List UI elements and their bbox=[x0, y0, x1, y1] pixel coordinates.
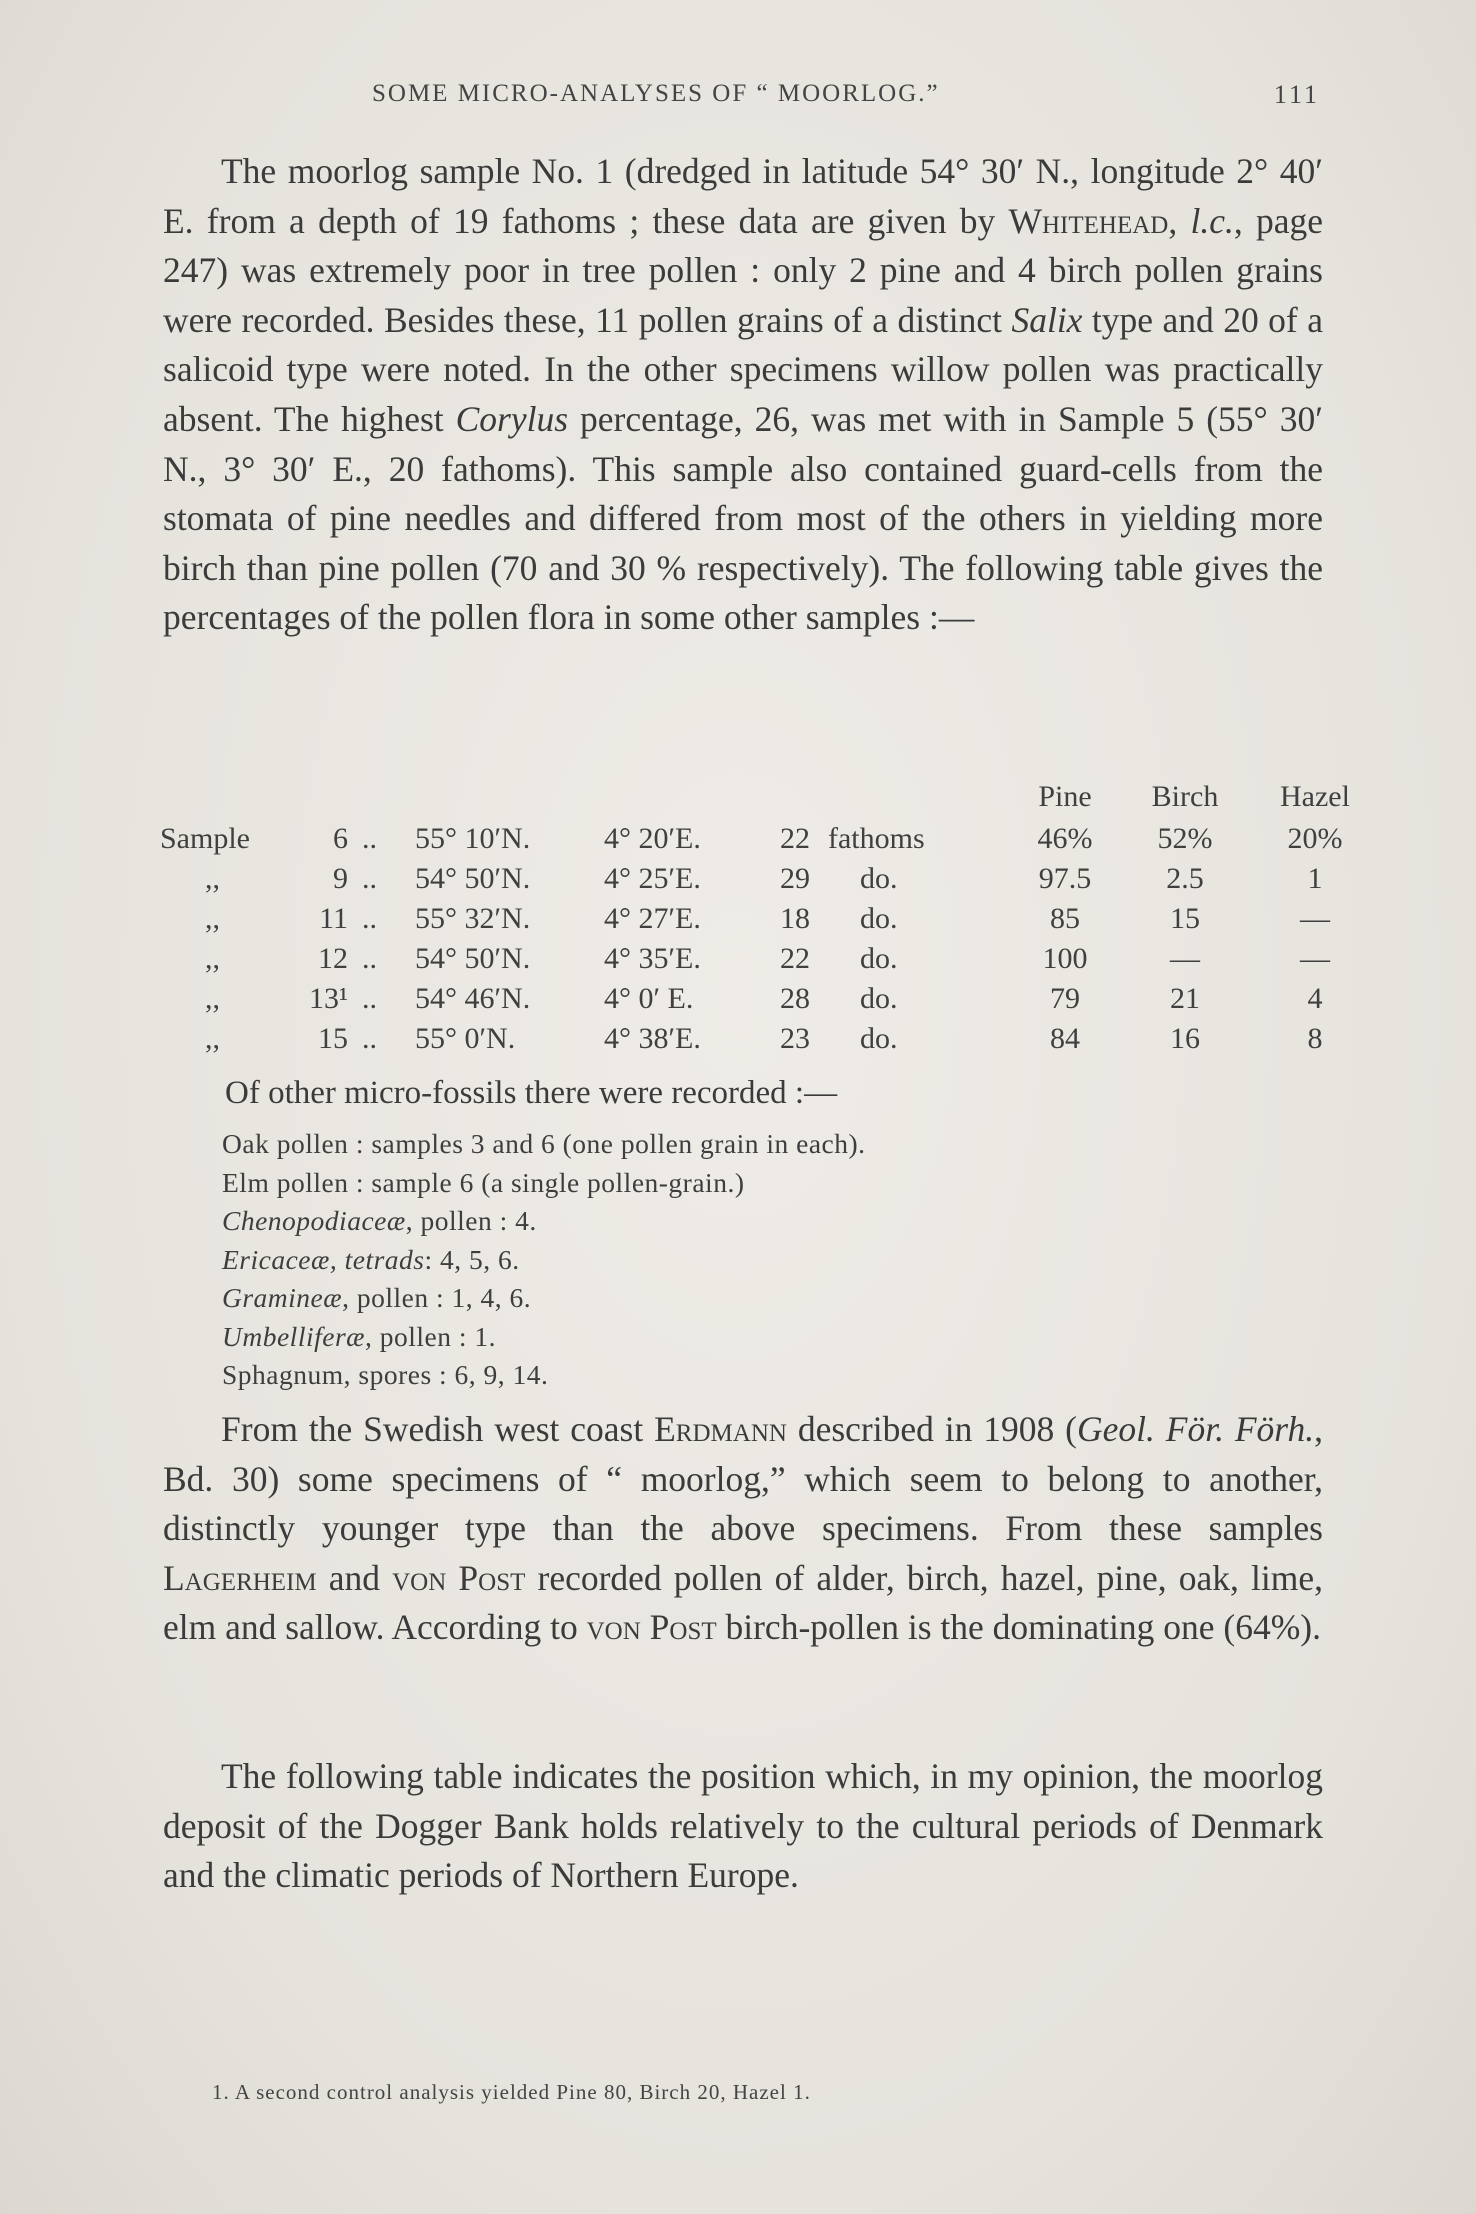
citation-lc: l.c. bbox=[1190, 200, 1234, 241]
footnote: 1. A second control analysis yielded Pine 80, Birch 20, Hazel 1. bbox=[212, 2080, 811, 2104]
author-erdmann: Erdmann bbox=[654, 1409, 787, 1449]
text-run: described in 1908 ( bbox=[786, 1409, 1077, 1449]
author-lagerheim: Lagerheim bbox=[163, 1557, 317, 1598]
cell-hazel: 8 bbox=[1307, 1022, 1323, 1055]
text-run: recorded pollen of alder, birch, hazel, pine, oak, lime, elm and sallow. According to bbox=[163, 1557, 1323, 1648]
cell-depth: 23 bbox=[780, 1022, 810, 1055]
item-text: , spores : 6, 9, 14. bbox=[343, 1359, 549, 1390]
table-row bbox=[160, 982, 1330, 1022]
table-row bbox=[160, 822, 1343, 862]
taxon-corylus: Corylus bbox=[455, 398, 569, 439]
cell-depth: 28 bbox=[780, 982, 810, 1015]
author-von-post: von Post bbox=[586, 1607, 717, 1648]
cell-latitude: 55° 32′N. bbox=[415, 902, 531, 935]
page-number: 111 bbox=[1273, 80, 1320, 109]
item-text: : sample 6 (a single pollen-grain.) bbox=[348, 1166, 745, 1198]
table-row bbox=[160, 862, 1330, 902]
text-run: From the Swedish west coast bbox=[221, 1409, 655, 1449]
cell-pine: 46% bbox=[1037, 822, 1093, 855]
cell-birch: 21 bbox=[1170, 982, 1200, 1015]
cell-longitude: 4° 25′E. bbox=[604, 862, 701, 895]
cell-label: ,, bbox=[205, 902, 220, 935]
cell-hazel: 1 bbox=[1307, 862, 1323, 895]
cell-latitude: 54° 50′N. bbox=[415, 862, 531, 895]
cell-sample-number: 12 bbox=[318, 942, 348, 975]
item-text: : samples 3 and 6 (one pollen grain in each). bbox=[348, 1128, 866, 1159]
list-item bbox=[222, 1202, 866, 1241]
cell-latitude: 55° 10′N. bbox=[415, 822, 531, 855]
cell-unit: fathoms bbox=[828, 822, 925, 855]
item-text: , pollen : 4. bbox=[405, 1205, 537, 1236]
cell-longitude: 4° 27′E. bbox=[604, 902, 701, 935]
text-run: , bbox=[1168, 200, 1191, 241]
cell-sample-number: 9 bbox=[333, 862, 348, 895]
text-run: birch-pollen is the dominating one (64%). bbox=[716, 1607, 1321, 1648]
cell-hazel: — bbox=[1300, 942, 1330, 975]
cell-depth: 22 bbox=[780, 822, 810, 855]
paragraph-2-text bbox=[163, 1405, 1323, 1653]
list-item bbox=[222, 1125, 866, 1164]
item-text: , pollen : 1, 4, 6. bbox=[342, 1282, 532, 1313]
cell-label: ,, bbox=[205, 942, 220, 975]
cell-leader: .. bbox=[362, 902, 377, 935]
item-name: Sphagnum bbox=[222, 1359, 344, 1390]
running-head-title: SOME MICRO-ANALYSES OF “ MOORLOG.” bbox=[372, 80, 940, 107]
cell-unit: do. bbox=[860, 862, 898, 895]
cell-depth: 22 bbox=[780, 942, 810, 975]
cell-latitude: 54° 50′N. bbox=[415, 942, 531, 975]
cell-label: ,, bbox=[205, 982, 220, 1015]
paragraph-position-table-intro bbox=[163, 1752, 1323, 1901]
cell-unit: do. bbox=[860, 1022, 898, 1055]
item-name: Gramineæ bbox=[222, 1282, 343, 1313]
item-name: Umbelliferæ bbox=[222, 1320, 365, 1352]
cell-hazel: — bbox=[1300, 902, 1330, 935]
cell-birch: 2.5 bbox=[1166, 862, 1204, 895]
header-pine: Pine bbox=[1038, 780, 1092, 813]
cell-birch: 15 bbox=[1170, 902, 1200, 935]
cell-birch: — bbox=[1170, 942, 1200, 975]
item-name: Elm pollen bbox=[222, 1166, 349, 1198]
header-hazel: Hazel bbox=[1280, 780, 1350, 813]
micro-fossils-list bbox=[222, 1125, 866, 1395]
text-run: , Bd. 30) some specimens of “ moorlog,” which seem to belong to another, distinctly younger type than the above specimens. From these samples bbox=[163, 1409, 1323, 1549]
list-item bbox=[222, 1241, 866, 1280]
header-birch: Birch bbox=[1151, 780, 1219, 813]
paragraph-3-text: The following table indicates the position which, in my opinion, the moorlog deposit of the Dogger Bank holds relatively to the cultural periods of Denmark and the climatic periods of Northern Europe. bbox=[163, 1756, 1323, 1896]
author-von-post: von Post bbox=[392, 1557, 526, 1598]
cell-birch: 16 bbox=[1170, 1022, 1200, 1055]
list-item bbox=[222, 1318, 866, 1357]
running-head bbox=[160, 80, 1320, 120]
cell-leader: .. bbox=[362, 942, 377, 975]
cell-pine: 97.5 bbox=[1038, 862, 1092, 895]
cell-longitude: 4° 35′E. bbox=[604, 942, 701, 975]
item-name: Chenopodiaceæ bbox=[222, 1205, 406, 1236]
list-item bbox=[222, 1356, 866, 1395]
cell-leader: .. bbox=[362, 982, 377, 1015]
cell-label: ,, bbox=[205, 1022, 220, 1055]
item-name: Ericaceæ, tetrads bbox=[222, 1243, 425, 1275]
author-whitehead: Whitehead bbox=[1008, 200, 1169, 241]
cell-unit: do. bbox=[860, 942, 898, 975]
cell-pine: 100 bbox=[1042, 942, 1088, 975]
text-run: type and 20 of a salicoid type were noted. In the other specimens willow pollen was practically absent. The highest bbox=[163, 299, 1323, 439]
cell-sample-number: 15 bbox=[318, 1022, 348, 1055]
text-run: , page 247) was extremely poor in tree pollen : only 2 pine and 4 birch pollen grains were recorded. Besides these, 11 pollen grains of a distinct bbox=[163, 200, 1323, 340]
cell-longitude: 4° 38′E. bbox=[604, 1022, 701, 1055]
item-text: , pollen : 1. bbox=[365, 1320, 497, 1352]
taxon-salix: Salix bbox=[1011, 299, 1083, 340]
cell-pine: 85 bbox=[1050, 902, 1080, 935]
cell-depth: 18 bbox=[780, 902, 810, 935]
table-row bbox=[160, 942, 1330, 982]
cell-sample-number: 6 bbox=[333, 822, 348, 855]
cell-leader: .. bbox=[362, 862, 377, 895]
cell-sample-number: 13¹ bbox=[309, 982, 348, 1015]
text-run: and bbox=[316, 1557, 393, 1598]
cell-hazel: 4 bbox=[1307, 982, 1323, 1015]
micro-fossils-heading: Of other micro-fossils there were recorded :— bbox=[225, 1075, 838, 1111]
table-row bbox=[160, 902, 1330, 942]
list-item bbox=[222, 1164, 866, 1203]
item-text: : 4, 5, 6. bbox=[424, 1243, 520, 1275]
table-row bbox=[160, 1022, 1330, 1062]
paragraph-1-text bbox=[163, 147, 1323, 643]
list-item bbox=[222, 1279, 866, 1318]
cell-pine: 79 bbox=[1050, 982, 1080, 1015]
cell-leader: .. bbox=[362, 1022, 377, 1055]
text-run: The moorlog sample No. 1 (dredged in latitude 54° 30′ N., longitude 2° 40′ E. from a depth of 19 fathoms ; these data are given by bbox=[163, 151, 1323, 241]
cell-label: ,, bbox=[205, 862, 220, 895]
cell-longitude: 4° 20′E. bbox=[604, 822, 701, 855]
cell-pine: 84 bbox=[1050, 1022, 1080, 1055]
cell-latitude: 55° 0′N. bbox=[415, 1022, 516, 1055]
item-name: Oak pollen bbox=[222, 1128, 349, 1159]
cell-birch: 52% bbox=[1157, 822, 1213, 855]
cell-label: Sample bbox=[160, 822, 250, 855]
paragraph-moorlog-sample bbox=[163, 147, 1323, 643]
cell-unit: do. bbox=[860, 982, 898, 1015]
cell-latitude: 54° 46′N. bbox=[415, 982, 531, 1015]
cell-leader: .. bbox=[362, 822, 377, 855]
paragraph-swedish-coast bbox=[163, 1405, 1323, 1653]
cell-unit: do. bbox=[860, 902, 898, 935]
cell-depth: 29 bbox=[780, 862, 810, 895]
cell-longitude: 4° 0′ E. bbox=[604, 982, 694, 1015]
text-run: percentage, 26, was met with in Sample 5 (55° 30′ N., 3° 30′ E., 20 fathoms). This sample also contained guard-cells from the stomata of pine needles and differed from most of the others in yielding more birch than pine pollen (70 and 30 % respectively). The following table gives the percentages of the pollen flora in some other samples :— bbox=[163, 398, 1323, 638]
cell-hazel: 20% bbox=[1287, 822, 1343, 855]
journal-title: Geol. För. Förh. bbox=[1077, 1409, 1315, 1449]
cell-sample-number: 11 bbox=[319, 902, 348, 935]
